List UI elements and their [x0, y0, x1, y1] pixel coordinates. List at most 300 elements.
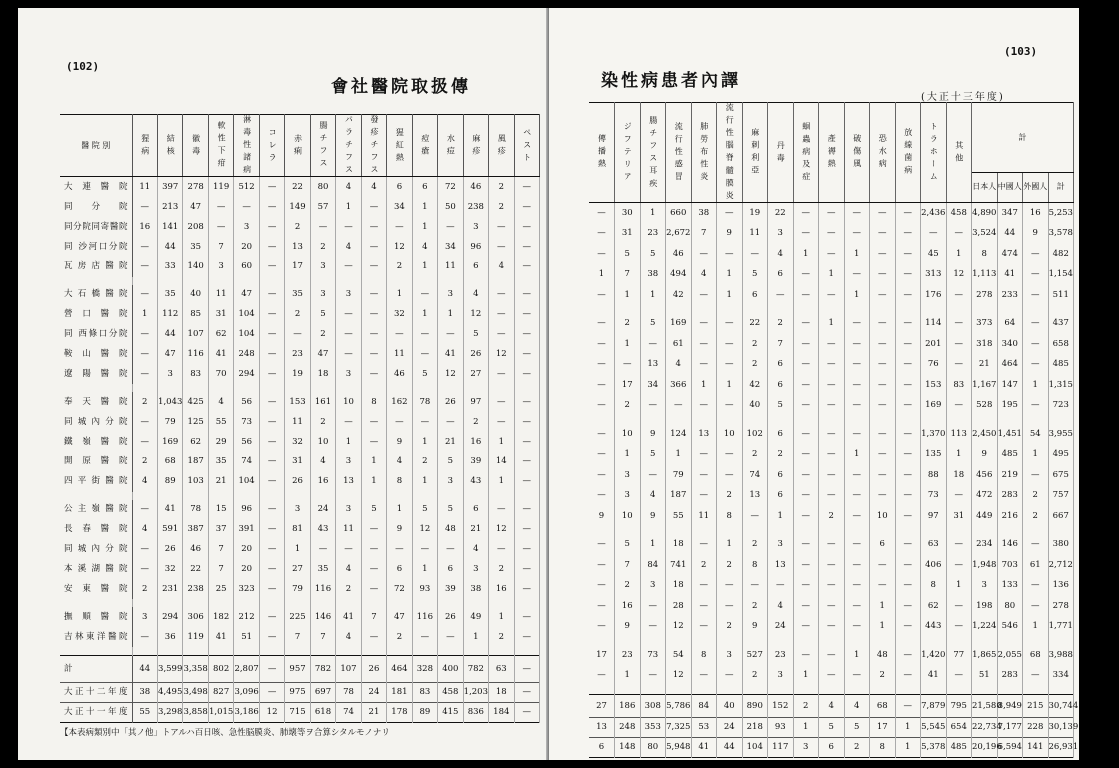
gap-cell	[742, 526, 768, 534]
gap-cell	[640, 686, 666, 695]
total-cell: 782	[310, 655, 335, 682]
table-cell: 41	[208, 344, 233, 364]
table-cell: 1	[361, 452, 386, 472]
table-cell: —	[589, 354, 615, 375]
table-cell: —	[819, 596, 845, 617]
table-cell: —	[514, 285, 539, 305]
gap-cell	[768, 305, 794, 313]
table-cell: 48	[870, 645, 896, 666]
table-cell: 443	[921, 616, 947, 637]
gap-cell	[208, 277, 233, 285]
table-cell: 472	[972, 485, 998, 506]
table-cell: 16	[310, 472, 335, 492]
table-cell: 757	[1048, 485, 1074, 506]
table-cell: —	[589, 616, 615, 637]
column-header	[489, 115, 514, 177]
gap-cell	[489, 599, 514, 607]
table-cell: 234	[972, 534, 998, 555]
gap-cell	[285, 599, 310, 607]
table-cell: 153	[285, 392, 310, 412]
table-cell: —	[132, 237, 157, 257]
table-cell: 4	[132, 519, 157, 539]
gap-cell	[438, 277, 463, 285]
table-cell: 169	[157, 432, 182, 452]
right-table-header	[589, 103, 1074, 203]
table-cell: —	[895, 424, 921, 445]
table-cell: —	[259, 344, 284, 364]
table-cell: 72	[387, 579, 412, 599]
table-cell: 19	[742, 202, 768, 223]
gap-cell	[717, 416, 743, 424]
table-cell: 32	[285, 432, 310, 452]
table-cell: 1	[717, 264, 743, 285]
table-cell: 12	[387, 237, 412, 257]
table-cell: —	[691, 665, 717, 686]
table-cell: 41	[921, 665, 947, 686]
table-cell: 5	[438, 452, 463, 472]
table-row	[60, 539, 540, 559]
row-gap	[589, 526, 1074, 534]
table-cell: 18	[310, 364, 335, 384]
table-cell: 1	[1023, 444, 1049, 465]
column-header	[285, 115, 310, 177]
table-cell: 212	[234, 607, 259, 627]
left-page-title: 會社醫院取扱傳	[331, 77, 471, 97]
table-cell: 6	[742, 285, 768, 306]
table-cell: 4	[132, 472, 157, 492]
total-row	[60, 655, 540, 682]
gap-cell	[310, 492, 335, 500]
table-cell: —	[412, 344, 437, 364]
table-cell: 35	[208, 452, 233, 472]
table-cell: 2	[691, 555, 717, 576]
table-cell: —	[870, 334, 896, 355]
table-cell: —	[1023, 596, 1049, 617]
gap-cell	[819, 526, 845, 534]
table-cell: 35	[183, 237, 208, 257]
table-cell: —	[132, 627, 157, 647]
table-cell: —	[361, 539, 386, 559]
table-cell: —	[640, 334, 666, 355]
hospital-name: 撫 順 醫 院	[60, 607, 132, 627]
table-cell: 5,253	[1048, 202, 1074, 223]
table-cell: 1,167	[972, 375, 998, 396]
table-cell: 7	[361, 607, 386, 627]
gap-cell	[234, 647, 259, 656]
table-cell: 12	[412, 519, 437, 539]
table-cell: 353	[640, 717, 666, 737]
table-cell: —	[514, 682, 539, 702]
table-cell: 208	[183, 217, 208, 237]
gap-cell	[717, 305, 743, 313]
gap-cell	[336, 277, 361, 285]
table-cell: 29	[208, 432, 233, 452]
table-cell: —	[589, 202, 615, 223]
gap-cell	[844, 305, 870, 313]
table-cell: 3,578	[1048, 223, 1074, 244]
gap-cell	[946, 686, 972, 695]
table-cell: 161	[310, 392, 335, 412]
total-cell: 84	[691, 694, 717, 717]
table-cell: 3	[336, 285, 361, 305]
table-cell: 53	[691, 717, 717, 737]
table-cell: 3	[463, 217, 488, 237]
table-cell: 278	[1048, 596, 1074, 617]
table-cell: 6	[768, 375, 794, 396]
gap-cell	[844, 686, 870, 695]
table-cell: 9	[742, 616, 768, 637]
table-cell: —	[589, 424, 615, 445]
gap-cell	[438, 647, 463, 656]
gap-cell	[768, 526, 794, 534]
gap-cell	[60, 599, 132, 607]
table-cell: 2	[489, 559, 514, 579]
table-cell: 4	[768, 596, 794, 617]
table-cell: 7	[208, 559, 233, 579]
table-cell: 4	[666, 354, 692, 375]
table-cell: 47	[157, 344, 182, 364]
table-cell: 22	[183, 559, 208, 579]
table-cell: —	[259, 519, 284, 539]
table-cell: 225	[285, 607, 310, 627]
table-cell: —	[870, 202, 896, 223]
table-cell: 11	[132, 177, 157, 197]
table-cell: 64	[997, 313, 1023, 334]
table-cell: 494	[666, 264, 692, 285]
total-cell: 186	[615, 694, 641, 717]
table-cell: 60	[234, 257, 259, 277]
right-page-number: (103)	[1004, 45, 1038, 58]
table-cell: 74	[336, 702, 361, 722]
table-cell: —	[1023, 465, 1049, 486]
table-cell: —	[514, 539, 539, 559]
hospital-name: 遼 陽 醫 院	[60, 364, 132, 384]
table-cell: —	[691, 465, 717, 486]
column-header	[666, 103, 692, 203]
gap-cell	[1048, 526, 1074, 534]
gap-cell	[666, 637, 692, 645]
gap-cell	[1048, 305, 1074, 313]
table-cell: 2	[412, 452, 437, 472]
total-group-header: 計	[972, 103, 1074, 173]
column-header-text: 赤 痢	[293, 133, 303, 156]
table-cell: 1,315	[1048, 375, 1074, 396]
table-cell: —	[844, 375, 870, 396]
table-cell: —	[259, 579, 284, 599]
gap-cell	[793, 686, 819, 695]
table-cell: —	[438, 539, 463, 559]
table-cell: 2	[742, 334, 768, 355]
table-row	[589, 596, 1074, 617]
row-gap	[589, 305, 1074, 313]
table-cell: —	[895, 313, 921, 334]
table-row	[60, 559, 540, 579]
subcolumn-header: 外國人	[1023, 173, 1049, 203]
table-cell: 511	[1048, 285, 1074, 306]
table-cell: 231	[157, 579, 182, 599]
table-cell: —	[615, 354, 641, 375]
table-cell: 26	[438, 607, 463, 627]
row-gap	[60, 277, 540, 285]
gap-cell	[489, 492, 514, 500]
gap-cell	[438, 384, 463, 392]
gap-cell	[234, 384, 259, 392]
table-row	[589, 395, 1074, 416]
table-cell: 24	[768, 616, 794, 637]
table-cell: —	[412, 539, 437, 559]
table-cell: —	[361, 305, 386, 325]
table-cell: 33	[157, 257, 182, 277]
hospital-name: 瓦 房 店 醫 院	[60, 257, 132, 277]
table-cell: 44	[997, 223, 1023, 244]
gap-cell	[946, 526, 972, 534]
table-cell: 1	[793, 665, 819, 686]
table-cell: 89	[157, 472, 182, 492]
table-cell: —	[336, 305, 361, 325]
gap-cell	[514, 599, 539, 607]
gap-cell	[463, 647, 488, 656]
table-cell: 697	[310, 682, 335, 702]
gap-cell	[259, 599, 284, 607]
gap-cell	[132, 277, 157, 285]
table-cell: 387	[183, 519, 208, 539]
column-header	[310, 115, 335, 177]
table-cell: —	[793, 465, 819, 486]
table-cell: 7	[768, 334, 794, 355]
table-cell: 13	[285, 237, 310, 257]
column-header	[208, 115, 233, 177]
table-cell: —	[717, 575, 743, 596]
table-row	[60, 364, 540, 384]
table-cell: 4,495	[157, 682, 182, 702]
table-cell: 112	[157, 305, 182, 325]
table-cell: 93	[412, 579, 437, 599]
table-cell: 283	[997, 665, 1023, 686]
table-cell: 4	[463, 285, 488, 305]
gap-cell	[870, 637, 896, 645]
table-cell: 63	[921, 534, 947, 555]
table-cell: 30	[615, 202, 641, 223]
table-cell: 3	[132, 607, 157, 627]
table-cell: —	[259, 305, 284, 325]
gap-cell	[921, 637, 947, 645]
table-cell: 2,712	[1048, 555, 1074, 576]
table-cell: —	[489, 324, 514, 344]
table-cell: —	[844, 506, 870, 527]
table-cell: 1	[895, 737, 921, 757]
gap-cell	[157, 647, 182, 656]
column-header-text: 腸 チ フ ス	[319, 121, 329, 168]
hospital-name: 同 城 內 分 院	[60, 412, 132, 432]
table-cell: —	[489, 539, 514, 559]
table-cell: 17	[870, 717, 896, 737]
table-cell: —	[870, 244, 896, 265]
table-cell: 96	[234, 500, 259, 520]
table-cell: —	[514, 392, 539, 412]
year-label: 大正十二年度	[60, 682, 132, 702]
table-cell: 16	[615, 596, 641, 617]
table-cell: 8	[972, 244, 998, 265]
table-cell: 1	[1023, 375, 1049, 396]
table-cell: 658	[1048, 334, 1074, 355]
table-cell: 13	[640, 354, 666, 375]
table-cell: 3	[157, 364, 182, 384]
table-cell: 8	[742, 555, 768, 576]
table-cell: —	[336, 344, 361, 364]
table-cell: 7	[615, 264, 641, 285]
total-cell: 63	[489, 655, 514, 682]
table-cell: 26	[285, 472, 310, 492]
table-cell: 2	[1023, 485, 1049, 506]
column-header-text: 結 核	[166, 133, 176, 156]
table-cell: 103	[183, 472, 208, 492]
table-cell: —	[640, 616, 666, 637]
table-cell: —	[489, 364, 514, 384]
table-cell: 2	[132, 452, 157, 472]
column-header-text: 麻 疹	[471, 133, 481, 156]
gap-cell	[844, 637, 870, 645]
table-cell: 591	[157, 519, 182, 539]
table-row	[60, 324, 540, 344]
gap-cell	[1048, 686, 1074, 695]
table-cell: —	[259, 324, 284, 344]
table-cell: 1	[946, 444, 972, 465]
table-cell: 4	[640, 485, 666, 506]
table-cell: —	[514, 364, 539, 384]
gap-cell	[361, 492, 386, 500]
gap-cell	[589, 305, 615, 313]
table-cell: 1	[691, 375, 717, 396]
table-cell: 116	[183, 344, 208, 364]
table-cell: —	[870, 285, 896, 306]
gap-cell	[361, 599, 386, 607]
table-cell: 3,186	[234, 702, 259, 722]
table-cell: 4	[412, 237, 437, 257]
table-cell: 5	[463, 324, 488, 344]
table-cell: —	[793, 424, 819, 445]
table-cell: —	[438, 324, 463, 344]
table-cell: 83	[183, 364, 208, 384]
gap-cell	[259, 277, 284, 285]
table-cell: 9	[972, 444, 998, 465]
table-cell: 485	[1048, 354, 1074, 375]
hospital-name: 奉 天 醫 院	[60, 392, 132, 412]
table-cell: 334	[1048, 665, 1074, 686]
column-header	[742, 103, 768, 203]
table-cell: 2	[132, 392, 157, 412]
table-cell: 13	[768, 555, 794, 576]
table-cell: 2	[132, 579, 157, 599]
total-cell: 4	[819, 694, 845, 717]
table-cell: —	[489, 305, 514, 325]
table-cell: 283	[997, 485, 1023, 506]
gap-cell	[361, 384, 386, 392]
table-cell: 35	[310, 559, 335, 579]
table-cell: 13	[742, 485, 768, 506]
table-cell: 2	[844, 737, 870, 757]
table-cell: —	[132, 539, 157, 559]
table-cell: —	[640, 665, 666, 686]
table-cell: 181	[387, 682, 412, 702]
table-cell: —	[589, 596, 615, 617]
table-cell: —	[514, 197, 539, 217]
table-cell: —	[132, 257, 157, 277]
table-cell: 1	[870, 596, 896, 617]
gap-cell	[132, 384, 157, 392]
table-cell: 318	[972, 334, 998, 355]
table-cell: 975	[285, 682, 310, 702]
table-cell: —	[793, 223, 819, 244]
table-cell: —	[946, 285, 972, 306]
total-cell: 215	[1023, 694, 1049, 717]
column-header	[157, 115, 182, 177]
table-cell: 1,370	[921, 424, 947, 445]
gap-cell	[514, 647, 539, 656]
table-cell: —	[819, 645, 845, 666]
table-cell: —	[870, 264, 896, 285]
gap-cell	[157, 277, 182, 285]
hospital-name: 安 東 醫 院	[60, 579, 132, 599]
gap-cell	[1023, 305, 1049, 313]
total-row	[589, 694, 1074, 717]
table-cell: 16	[132, 217, 157, 237]
table-cell: 11	[285, 412, 310, 432]
column-header-text: 徽 毒	[191, 133, 201, 156]
gap-cell	[463, 277, 488, 285]
column-header	[717, 103, 743, 203]
column-header	[514, 115, 539, 177]
gap-cell	[1023, 686, 1049, 695]
table-cell: —	[870, 395, 896, 416]
gap-cell	[387, 384, 412, 392]
table-cell: 34	[640, 375, 666, 396]
total-cell: 328	[412, 655, 437, 682]
previous-year-row	[60, 682, 540, 702]
table-cell: 41	[336, 607, 361, 627]
gap-cell	[615, 526, 641, 534]
right-table-body	[589, 202, 1079, 757]
table-cell: —	[717, 395, 743, 416]
table-cell: —	[691, 395, 717, 416]
table-cell: 8	[717, 506, 743, 527]
table-cell: 2	[489, 177, 514, 197]
table-cell: 2	[310, 324, 335, 344]
table-cell: 146	[310, 607, 335, 627]
table-cell: 125	[183, 412, 208, 432]
table-cell: —	[895, 375, 921, 396]
gap-cell	[768, 686, 794, 695]
table-cell: —	[793, 264, 819, 285]
table-cell: 6	[768, 354, 794, 375]
gap-cell	[183, 384, 208, 392]
table-cell: 11	[438, 257, 463, 277]
table-cell: 78	[412, 392, 437, 412]
table-cell: 6	[387, 177, 412, 197]
subcolumn-header: 中國人	[997, 173, 1023, 203]
table-cell: 9	[640, 506, 666, 527]
table-cell: 1,015	[208, 702, 233, 722]
table-cell: —	[819, 244, 845, 265]
table-cell: 12	[489, 519, 514, 539]
column-header	[615, 103, 641, 203]
table-cell: 13	[589, 717, 615, 737]
column-header	[691, 103, 717, 203]
table-cell: 3	[640, 575, 666, 596]
total-cell: 782	[463, 655, 488, 682]
table-cell: 76	[921, 354, 947, 375]
table-cell: —	[412, 324, 437, 344]
hospital-name: 本 溪 湖 醫 院	[60, 559, 132, 579]
